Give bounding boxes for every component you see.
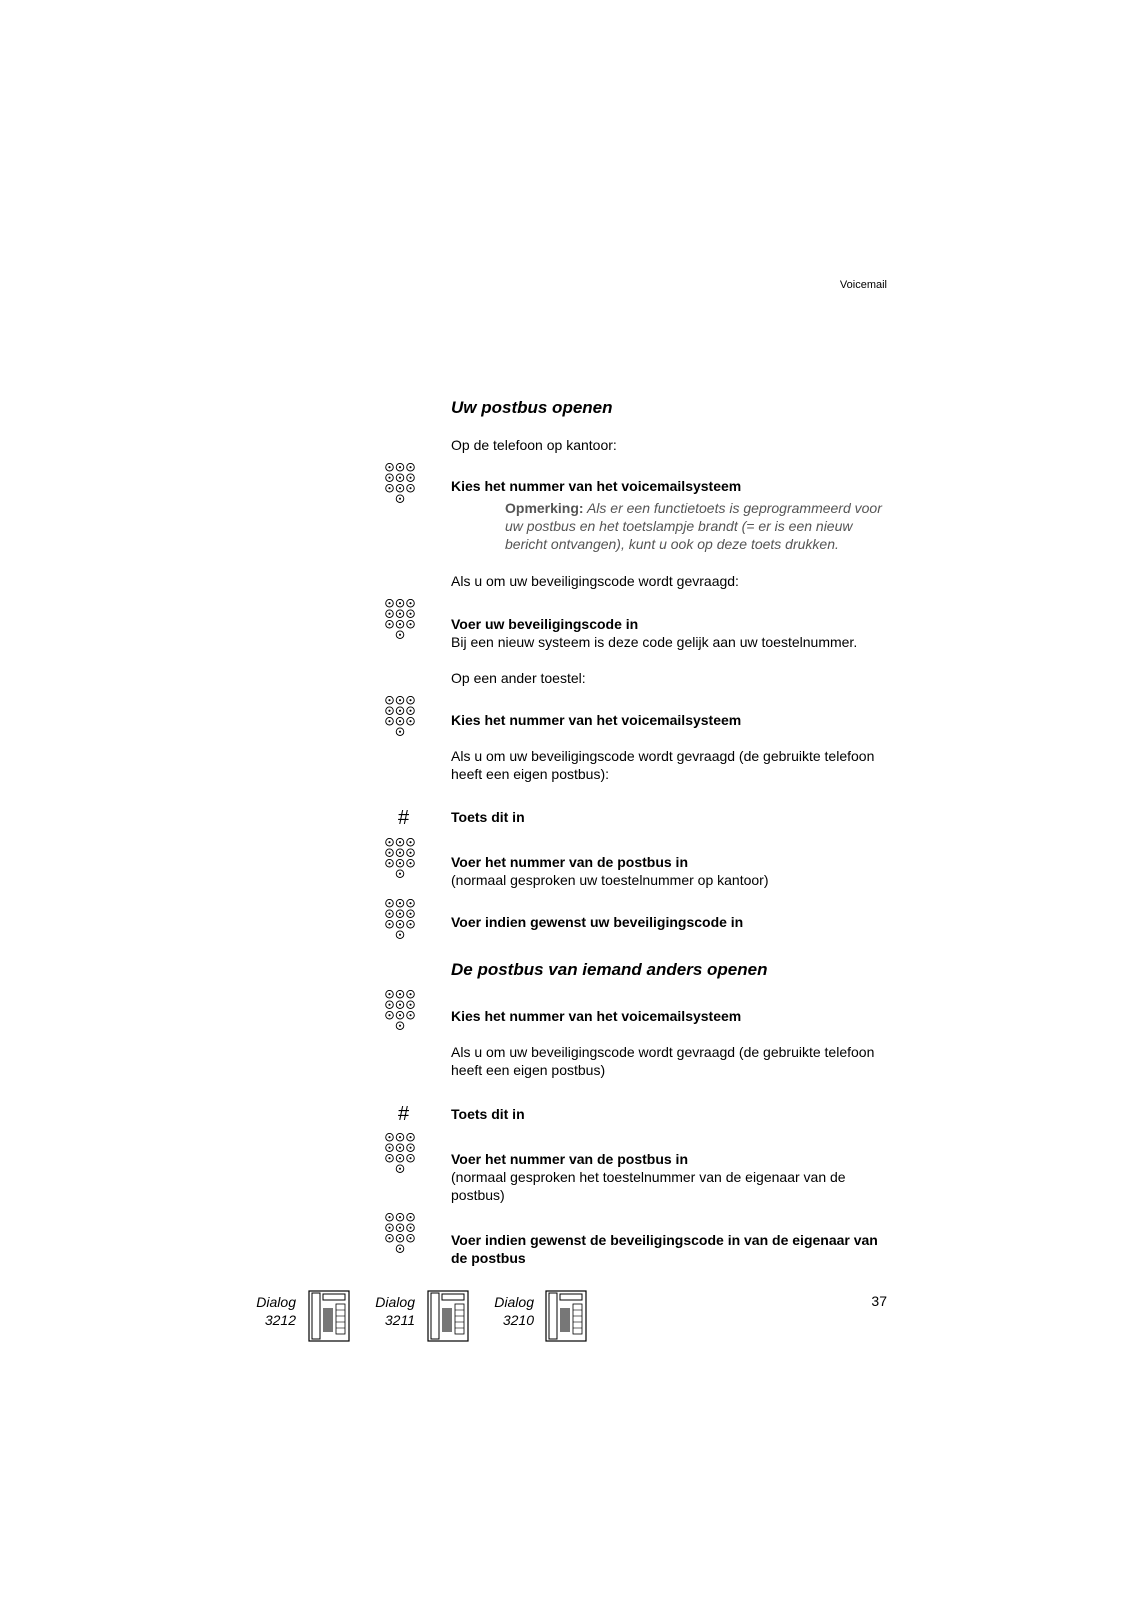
instruction-description: (normaal gesproken uw toestelnummer op kantoor) <box>451 872 769 888</box>
instruction-step: Toets dit in <box>451 809 525 825</box>
phone-label: Dialog <box>256 1294 296 1310</box>
hash-key-icon: # <box>398 1103 410 1125</box>
note-body: Als er een functietoets is geprogrammeerd voor uw postbus en het toetslampje brandt (= er is een nieuw bericht ontvangen), kunt u ook op deze toets drukken. <box>505 500 882 552</box>
section-title: Uw postbus openen <box>451 398 613 417</box>
phone-icon <box>545 1290 587 1342</box>
code-prompt: Als u om uw beveiligingscode wordt gevraagd (de gebruikte telefoon heeft een eigen postbus): <box>451 748 875 782</box>
instruction-description: (normaal gesproken het toestelnummer van de eigenaar van de postbus) <box>451 1169 846 1203</box>
hash-key-icon: # <box>398 807 410 829</box>
page-number: 37 <box>871 1293 887 1309</box>
instruction-step: Kies het nummer van het voicemailsysteem <box>451 712 742 728</box>
keypad-icon <box>384 463 416 505</box>
keypad-icon <box>384 838 416 880</box>
phone-model: 3210 <box>502 1312 534 1328</box>
phone-icon <box>308 1290 350 1342</box>
phone-model: 3211 <box>384 1312 415 1328</box>
keypad-icon <box>384 1213 416 1255</box>
instruction-step: Voer indien gewenst uw beveiligingscode in <box>451 914 744 930</box>
phone-icon <box>427 1290 469 1342</box>
instruction-step: Kies het nummer van het voicemailsysteem <box>451 1008 742 1024</box>
keypad-icon <box>384 1133 416 1175</box>
other-phone-intro: Op een ander toestel: <box>451 670 586 686</box>
keypad-icon <box>384 990 416 1032</box>
phone-model-label <box>474 1293 534 1329</box>
note-lead: Opmerking: <box>505 500 584 516</box>
instruction-step: Voer het nummer van de postbus in <box>451 1151 689 1167</box>
instruction-step: Toets dit in <box>451 1106 525 1122</box>
keypad-icon <box>384 599 416 641</box>
phone-label: Dialog <box>375 1294 415 1310</box>
phone-label: Dialog <box>494 1294 534 1310</box>
keypad-icon <box>384 899 416 941</box>
note <box>505 499 895 553</box>
phone-model: 3212 <box>264 1312 296 1328</box>
section-title: De postbus van iemand anders openen <box>451 960 768 979</box>
instruction-step: Voer indien gewenst de beveiligingscode in van de eigenaar van de postbus <box>451 1232 878 1266</box>
phone-model-label <box>355 1293 415 1329</box>
running-header: Voicemail <box>839 279 887 291</box>
instruction-step: Voer het nummer van de postbus in <box>451 854 689 870</box>
office-intro: Op de telefoon op kantoor: <box>451 437 617 453</box>
instruction-description: Bij een nieuw systeem is deze code gelijk aan uw toestelnummer. <box>451 634 858 650</box>
instruction-step: Kies het nummer van het voicemailsysteem <box>451 478 742 494</box>
code-prompt: Als u om uw beveiligingscode wordt gevraagd: <box>451 573 739 589</box>
code-prompt: Als u om uw beveiligingscode wordt gevraagd (de gebruikte telefoon heeft een eigen postbus) <box>451 1044 875 1078</box>
instruction-step: Voer uw beveiligingscode in <box>451 616 639 632</box>
keypad-icon <box>384 696 416 738</box>
phone-model-label <box>236 1293 296 1329</box>
